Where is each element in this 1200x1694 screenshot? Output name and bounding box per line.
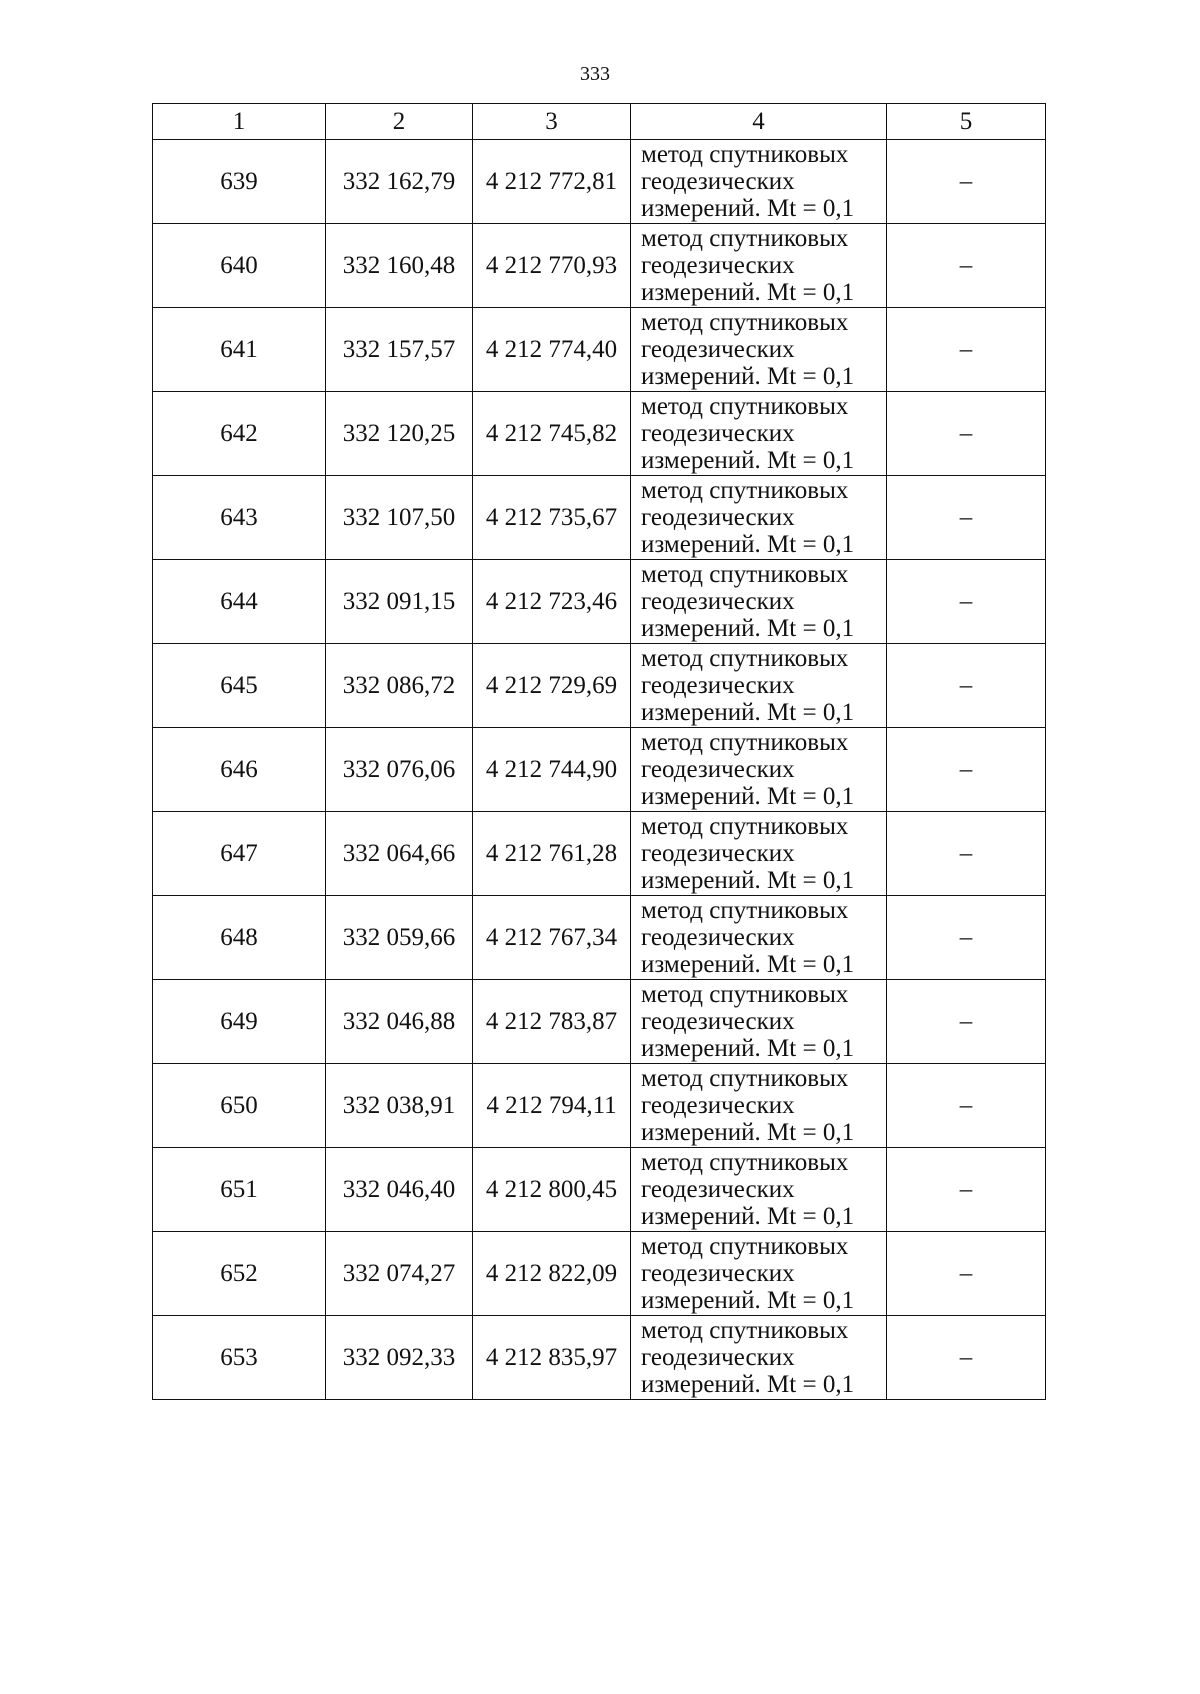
method-line: измерений. Mt = 0,1 xyxy=(641,1371,855,1398)
note-cell: – xyxy=(887,1232,1046,1316)
method-line: метод спутниковых xyxy=(641,561,849,588)
method-line: измерений. Mt = 0,1 xyxy=(641,783,855,810)
table-row xyxy=(153,224,1046,308)
method-line: геодезических xyxy=(641,252,795,279)
column-header-4: 4 xyxy=(631,104,887,140)
method-line: измерений. Mt = 0,1 xyxy=(641,615,855,642)
coord-y-cell: 4 212 744,90 xyxy=(473,728,631,812)
table-row xyxy=(153,1232,1046,1316)
method-line: измерений. Mt = 0,1 xyxy=(641,1203,855,1230)
coord-x-cell: 332 160,48 xyxy=(326,224,473,308)
method-line: метод спутниковых xyxy=(641,393,849,420)
method-line: геодезических xyxy=(641,504,795,531)
point-number-cell: 647 xyxy=(153,812,326,896)
coord-x-cell: 332 092,33 xyxy=(326,1316,473,1400)
method-line: метод спутниковых xyxy=(641,1317,849,1344)
coord-y-cell: 4 212 723,46 xyxy=(473,560,631,644)
method-line: измерений. Mt = 0,1 xyxy=(641,699,855,726)
method-line: метод спутниковых xyxy=(641,729,849,756)
method-line: геодезических xyxy=(641,336,795,363)
method-line: измерений. Mt = 0,1 xyxy=(641,1035,855,1062)
point-number-cell: 649 xyxy=(153,980,326,1064)
coord-y-cell: 4 212 735,67 xyxy=(473,476,631,560)
table-row xyxy=(153,728,1046,812)
point-number-cell: 644 xyxy=(153,560,326,644)
method-line: измерений. Mt = 0,1 xyxy=(641,951,855,978)
method-line: геодезических xyxy=(641,756,795,783)
coord-x-cell: 332 046,40 xyxy=(326,1148,473,1232)
coord-x-cell: 332 107,50 xyxy=(326,476,473,560)
coordinates-table xyxy=(152,103,1046,1400)
method-line: геодезических xyxy=(641,1008,795,1035)
method-line: геодезических xyxy=(641,588,795,615)
coord-x-cell: 332 086,72 xyxy=(326,644,473,728)
coord-y-cell: 4 212 822,09 xyxy=(473,1232,631,1316)
method-line: измерений. Mt = 0,1 xyxy=(641,531,855,558)
note-cell: – xyxy=(887,1064,1046,1148)
table-row xyxy=(153,980,1046,1064)
page-number: 333 xyxy=(580,63,610,85)
table-row xyxy=(153,896,1046,980)
method-line: измерений. Mt = 0,1 xyxy=(641,363,855,390)
table-row xyxy=(153,392,1046,476)
method-cell xyxy=(631,644,887,728)
method-line: геодезических xyxy=(641,924,795,951)
table-row xyxy=(153,140,1046,224)
coord-x-cell: 332 046,88 xyxy=(326,980,473,1064)
point-number-cell: 639 xyxy=(153,140,326,224)
method-line: измерений. Mt = 0,1 xyxy=(641,195,855,222)
coord-x-cell: 332 091,15 xyxy=(326,560,473,644)
point-number-cell: 642 xyxy=(153,392,326,476)
method-cell xyxy=(631,560,887,644)
note-cell: – xyxy=(887,812,1046,896)
method-line: метод спутниковых xyxy=(641,1233,849,1260)
method-line: геодезических xyxy=(641,1344,795,1371)
coord-x-cell: 332 120,25 xyxy=(326,392,473,476)
method-line: геодезических xyxy=(641,672,795,699)
method-line: геодезических xyxy=(641,420,795,447)
column-header-2: 2 xyxy=(326,104,473,140)
method-cell xyxy=(631,812,887,896)
method-cell xyxy=(631,224,887,308)
table-row xyxy=(153,1064,1046,1148)
column-header-3: 3 xyxy=(473,104,631,140)
note-cell: – xyxy=(887,308,1046,392)
method-cell xyxy=(631,140,887,224)
coord-y-cell: 4 212 835,97 xyxy=(473,1316,631,1400)
method-cell xyxy=(631,980,887,1064)
coord-x-cell: 332 038,91 xyxy=(326,1064,473,1148)
method-line: измерений. Mt = 0,1 xyxy=(641,279,855,306)
table-row xyxy=(153,308,1046,392)
method-line: измерений. Mt = 0,1 xyxy=(641,867,855,894)
point-number-cell: 650 xyxy=(153,1064,326,1148)
table-row xyxy=(153,644,1046,728)
coord-y-cell: 4 212 770,93 xyxy=(473,224,631,308)
method-cell xyxy=(631,896,887,980)
method-line: измерений. Mt = 0,1 xyxy=(641,447,855,474)
point-number-cell: 643 xyxy=(153,476,326,560)
method-line: метод спутниковых xyxy=(641,813,849,840)
method-cell xyxy=(631,308,887,392)
method-line: метод спутниковых xyxy=(641,1065,849,1092)
method-line: геодезических xyxy=(641,1260,795,1287)
column-header-5: 5 xyxy=(887,104,1046,140)
method-line: метод спутниковых xyxy=(641,981,849,1008)
method-cell xyxy=(631,1148,887,1232)
method-line: геодезических xyxy=(641,1176,795,1203)
note-cell: – xyxy=(887,896,1046,980)
note-cell: – xyxy=(887,560,1046,644)
method-line: метод спутниковых xyxy=(641,645,849,672)
point-number-cell: 648 xyxy=(153,896,326,980)
method-cell xyxy=(631,1232,887,1316)
method-cell xyxy=(631,728,887,812)
method-cell xyxy=(631,392,887,476)
note-cell: – xyxy=(887,476,1046,560)
method-line: метод спутниковых xyxy=(641,1149,849,1176)
table-row xyxy=(153,476,1046,560)
note-cell: – xyxy=(887,644,1046,728)
coord-x-cell: 332 076,06 xyxy=(326,728,473,812)
coord-y-cell: 4 212 794,11 xyxy=(473,1064,631,1148)
table-header xyxy=(153,104,1046,140)
coord-y-cell: 4 212 767,34 xyxy=(473,896,631,980)
note-cell: – xyxy=(887,728,1046,812)
point-number-cell: 640 xyxy=(153,224,326,308)
point-number-cell: 653 xyxy=(153,1316,326,1400)
table-row xyxy=(153,560,1046,644)
coord-y-cell: 4 212 761,28 xyxy=(473,812,631,896)
method-line: метод спутниковых xyxy=(641,897,849,924)
coord-x-cell: 332 059,66 xyxy=(326,896,473,980)
method-line: геодезических xyxy=(641,840,795,867)
method-line: геодезических xyxy=(641,168,795,195)
note-cell: – xyxy=(887,1316,1046,1400)
coord-x-cell: 332 074,27 xyxy=(326,1232,473,1316)
method-line: метод спутниковых xyxy=(641,477,849,504)
method-line: метод спутниковых xyxy=(641,225,849,252)
note-cell: – xyxy=(887,224,1046,308)
point-number-cell: 652 xyxy=(153,1232,326,1316)
point-number-cell: 645 xyxy=(153,644,326,728)
method-line: метод спутниковых xyxy=(641,309,849,336)
coord-y-cell: 4 212 774,40 xyxy=(473,308,631,392)
method-cell xyxy=(631,476,887,560)
method-line: метод спутниковых xyxy=(641,141,849,168)
table-row xyxy=(153,812,1046,896)
point-number-cell: 646 xyxy=(153,728,326,812)
table-row xyxy=(153,1148,1046,1232)
note-cell: – xyxy=(887,392,1046,476)
coord-y-cell: 4 212 772,81 xyxy=(473,140,631,224)
coord-y-cell: 4 212 783,87 xyxy=(473,980,631,1064)
method-line: измерений. Mt = 0,1 xyxy=(641,1287,855,1314)
method-line: измерений. Mt = 0,1 xyxy=(641,1119,855,1146)
coord-x-cell: 332 157,57 xyxy=(326,308,473,392)
coord-x-cell: 332 162,79 xyxy=(326,140,473,224)
coord-y-cell: 4 212 800,45 xyxy=(473,1148,631,1232)
table-body xyxy=(153,140,1046,1400)
note-cell: – xyxy=(887,980,1046,1064)
table-row xyxy=(153,1316,1046,1400)
coord-y-cell: 4 212 745,82 xyxy=(473,392,631,476)
coord-x-cell: 332 064,66 xyxy=(326,812,473,896)
note-cell: – xyxy=(887,1148,1046,1232)
note-cell: – xyxy=(887,140,1046,224)
method-cell xyxy=(631,1316,887,1400)
table-header-row xyxy=(153,104,1046,140)
method-line: геодезических xyxy=(641,1092,795,1119)
method-cell xyxy=(631,1064,887,1148)
point-number-cell: 641 xyxy=(153,308,326,392)
coord-y-cell: 4 212 729,69 xyxy=(473,644,631,728)
point-number-cell: 651 xyxy=(153,1148,326,1232)
column-header-1: 1 xyxy=(153,104,326,140)
